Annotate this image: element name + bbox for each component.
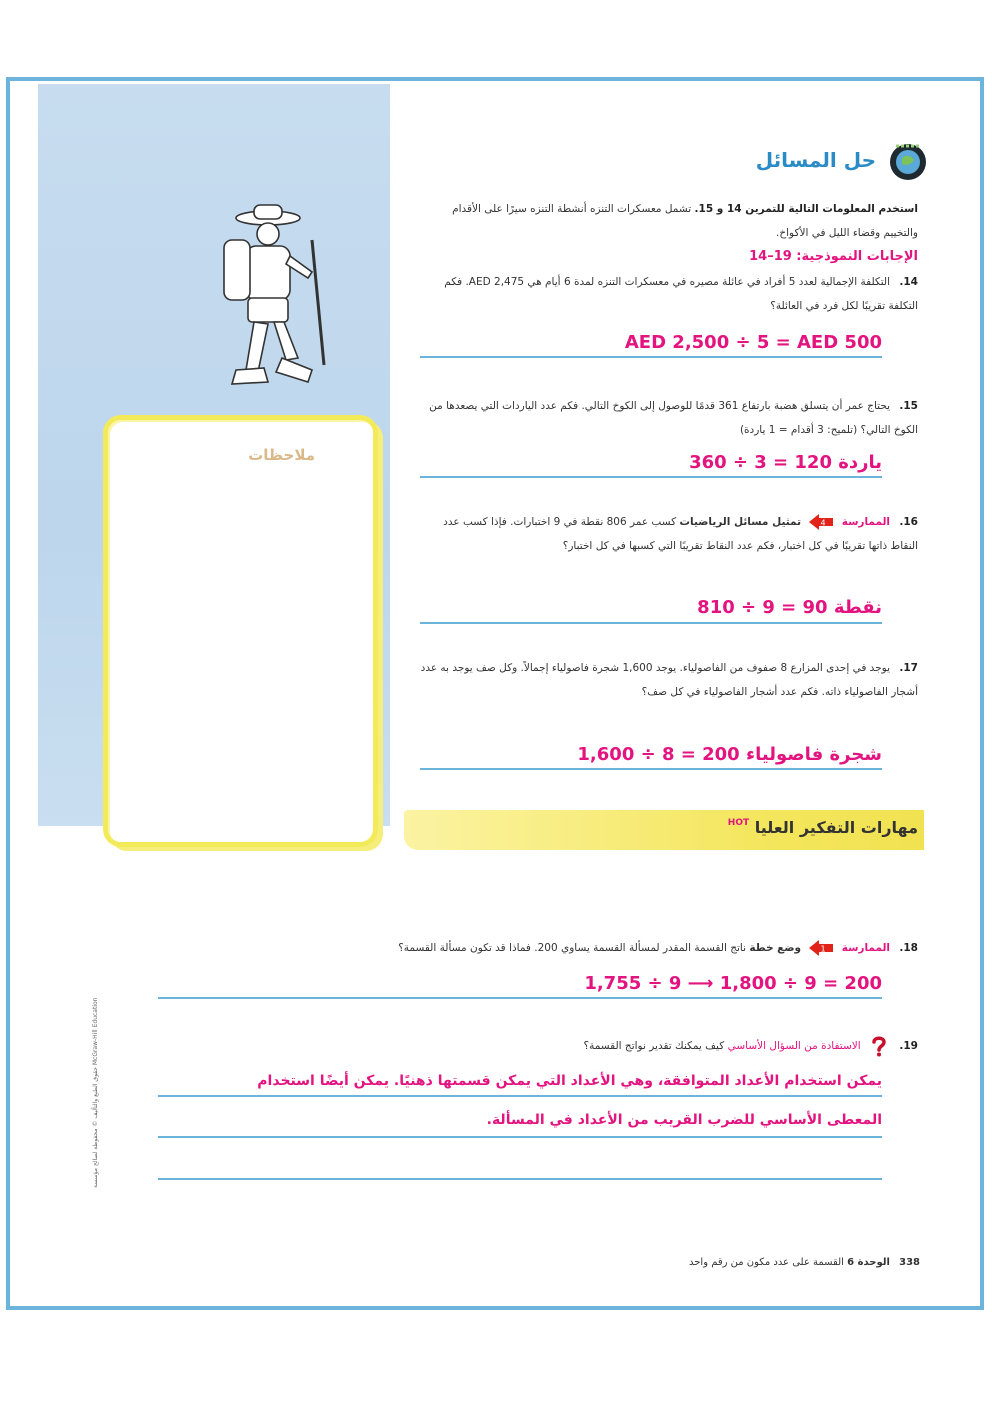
practice-label: الممارسة	[841, 942, 891, 954]
page-number: 338	[899, 1257, 920, 1268]
answer-line	[158, 1178, 882, 1180]
problem-number: 19.	[899, 1040, 918, 1052]
problem-text: يحتاج عمر أن يتسلق هضبة بارتفاع 361 قدمًا للوصول إلى الكوخ التالي. فكم عدد الياردات التي يصعدها من الكوخ التالي؟ (تلميح: 3 أقدام = 1 ياردة)	[429, 400, 918, 436]
problem-text: يوجد في إحدى المزارع 8 صفوف من الفاصولياء. يوجد 1,600 شجرة فاصولياء إجمالاً. وكل صف يوجد به عدد أشجار الفاصولياء ذاته. فكم عدد أشجار الفاصولياء في كل صف؟	[420, 662, 918, 698]
copyright-vertical	[90, 930, 104, 1190]
svg-text:1: 1	[820, 944, 826, 954]
section-header	[730, 140, 930, 180]
hot-banner	[404, 810, 924, 850]
problem-number: 14.	[899, 276, 918, 288]
answer-line	[420, 476, 882, 478]
notes-box[interactable]	[103, 415, 378, 847]
intro-lead: استخدم المعلومات التالية للتمرين 14 و 15.	[694, 203, 918, 215]
intro-body: تشمل معسكرات التنزه أنشطة التنزه سيرًا على الأقدام والتخييم وقضاء الليل في الأكواخ.	[452, 203, 918, 239]
answer-line	[420, 768, 882, 770]
model-answers-label: الإجابات النموذجية: 19–14	[749, 249, 918, 264]
copyright-text: حقوق الطبع والتأليف © محفوظة لصالح مؤسسة McGraw-Hill Education	[92, 997, 99, 1188]
problem-text: كسب عمر 806 نقطة في 9 اختبارات. فإذا كسب عدد النقاط ذاتها تقريبًا في كل اختبار، فكم عدد النقاط تقريبًا التي كسبها في كل اختبار؟	[443, 516, 918, 552]
practice-arrow-icon	[808, 513, 834, 531]
answer-17: 1,600 ÷ 8 = 200 شجرة فاصولياء	[577, 744, 882, 765]
problem-number: 18.	[899, 942, 918, 954]
problem-text: التكلفة الإجمالية لعدد 5 أفراد في عائلة مصيره في معسكرات التنزه لمدة 6 أيام هي AED 2,475. فكم التكلفة تقريبًا لكل فرد في العائلة؟	[444, 276, 918, 312]
problem-number: 15.	[899, 400, 918, 412]
notes-title: ملاحظات	[248, 446, 315, 464]
answer-19-line-1: يمكن استخدام الأعداد المتوافقة، وهي الأعداد التي يمكن قسمتها ذهنيًا. يمكن أيضًا استخدام	[257, 1073, 882, 1089]
practice-title: تمثيل مسائل الرياضيات	[679, 516, 802, 528]
svg-text:4: 4	[820, 518, 826, 528]
page-footer	[600, 1257, 920, 1268]
answer-15: 360 ÷ 3 = 120 ياردة	[689, 452, 882, 473]
problem-text: ناتج القسمة المقدر لمسألة القسمة يساوي 200. فماذا قد تكون مسألة القسمة؟	[398, 942, 747, 954]
globe-icon	[886, 138, 930, 182]
question-mark-icon	[868, 1035, 890, 1057]
section-title: حل المسائل	[755, 148, 876, 172]
answer-14: AED 2,500 ÷ 5 = AED 500	[624, 332, 882, 353]
practice-label: الممارسة	[841, 516, 891, 528]
problem-number: 16.	[899, 516, 918, 528]
answer-line	[158, 1136, 882, 1138]
answer-16: 810 ÷ 9 = 90 نقطة	[697, 597, 882, 618]
problem-19	[158, 1034, 918, 1058]
problem-text: كيف يمكنك تقدير نواتج القسمة؟	[583, 1040, 725, 1052]
problem-15	[420, 394, 918, 442]
unit-title: القسمة على عدد مكون من رقم واحد	[688, 1257, 844, 1268]
answer-line	[158, 1095, 882, 1097]
hot-label: HOT	[727, 818, 750, 828]
answer-line	[158, 997, 882, 999]
problem-17	[420, 656, 918, 704]
answer-19-line-2: المعطى الأساسي للضرب القريب من الأعداد في المسألة.	[486, 1112, 882, 1128]
answer-line	[420, 622, 882, 624]
problem-18	[158, 936, 918, 960]
problem-number: 17.	[899, 662, 918, 674]
intro-text	[430, 197, 918, 245]
practice-arrow-icon	[808, 939, 834, 957]
answer-18: 1,755 ÷ 9 ⟶ 1,800 ÷ 9 = 200	[584, 973, 882, 994]
practice-title: وضع خطة	[749, 942, 802, 954]
hot-banner-text: مهارات التفكير العليا	[754, 818, 918, 837]
unit-label: الوحدة 6	[847, 1257, 890, 1268]
hot-banner-title	[728, 818, 918, 837]
hiker-illustration	[216, 200, 336, 405]
problem-16	[420, 510, 918, 558]
problem-14	[420, 270, 918, 318]
answer-line	[420, 356, 882, 358]
essential-question-label: الاستفادة من السؤال الأساسي	[727, 1040, 861, 1052]
